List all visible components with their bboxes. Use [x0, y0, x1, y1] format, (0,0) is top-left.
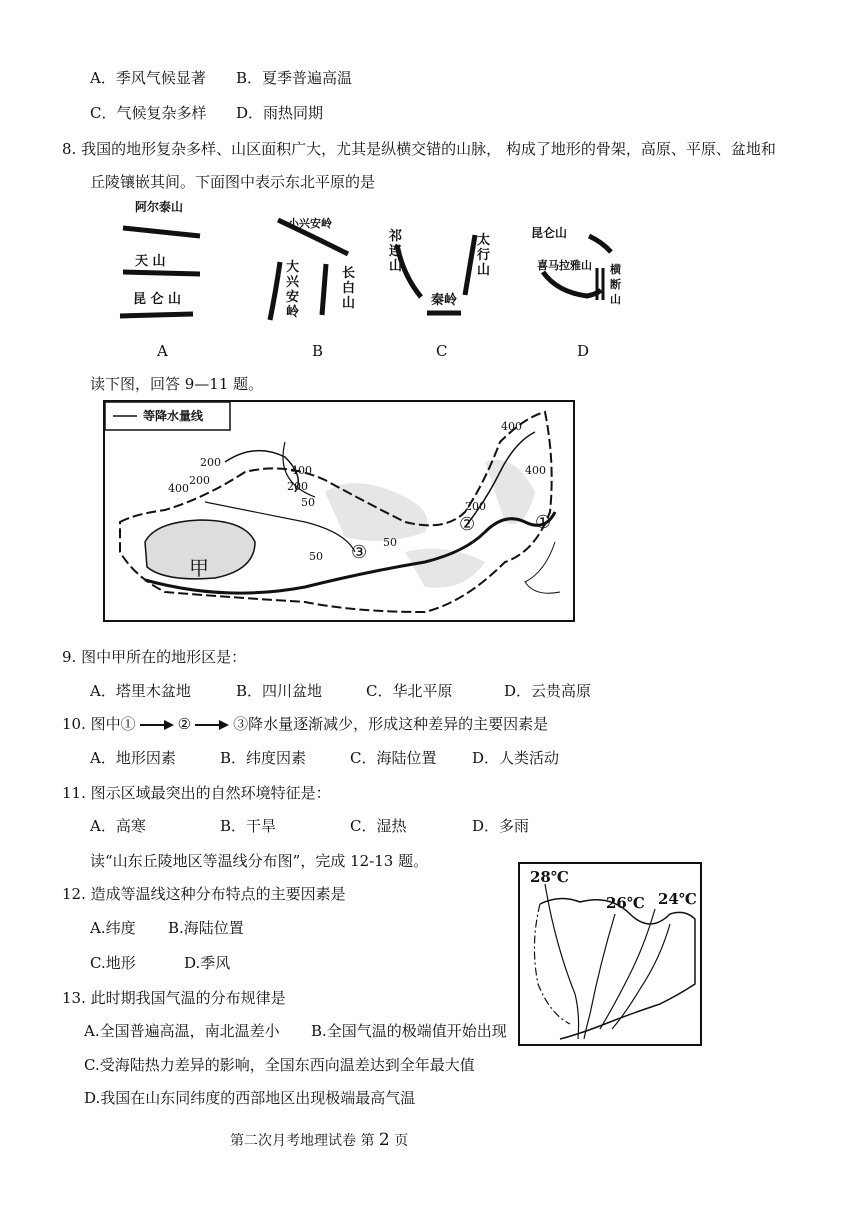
q12-option-a: A.纬度 [90, 919, 136, 937]
contour-label: 200 [287, 480, 308, 493]
q8-figure-d [527, 222, 637, 332]
q11-option-a: A．高寒 [90, 817, 146, 835]
isotherm-28-label: 28℃ [530, 868, 569, 886]
xiaoxinganling-label: 小兴安岭 [288, 217, 332, 230]
contour-label: 50 [383, 536, 397, 549]
map-legend-label: 等降水量线 [143, 409, 204, 423]
contour-label: 200 [189, 474, 210, 487]
q8-figure-d-label: D [577, 342, 590, 360]
q7-option-a: A．季风气候显著 [90, 69, 206, 87]
q12-stem: 12. 造成等温线这种分布特点的主要因素是 [62, 885, 346, 903]
marker-3: ③ [351, 542, 368, 563]
q9-stem: 9. 图中甲所在的地形区是： [62, 648, 247, 666]
himalaya-label: 喜马拉雅山 [537, 259, 592, 272]
arrow-icon [140, 719, 174, 731]
contour-label: 400 [168, 482, 189, 495]
q12-option-b: B.海陆位置 [168, 919, 244, 937]
footer-suffix: 页 [394, 1133, 409, 1149]
page-footer [230, 1130, 408, 1150]
marker-1: ① [535, 512, 552, 533]
contour-label: 200 [465, 500, 486, 513]
q13-stem: 13. 此时期我国气温的分布规律是 [62, 989, 286, 1007]
q11-option-d: D．多雨 [472, 817, 530, 835]
contour-label: 400 [291, 464, 312, 477]
q10-option-b: B．纬度因素 [220, 749, 307, 767]
contour-label: 50 [301, 496, 315, 509]
qilianshan-label: 祁连山 [389, 229, 403, 274]
contour-label: 200 [200, 456, 221, 469]
read-instruction-9-11: 读下图，回答 9—11 题。 [90, 375, 264, 393]
q8-figure-c-label: C [436, 342, 448, 360]
q9-option-a: A．塔里木盆地 [90, 682, 191, 700]
q10-option-a: A．地形因素 [90, 749, 176, 767]
q8-stem-line2: 丘陵镶嵌其间。下面图中表示东北平原的是 [90, 173, 376, 191]
q10-stem-mid: ② [177, 715, 192, 733]
q7-option-d: D．雨热同期 [236, 104, 324, 122]
q10-option-c: C．海陆位置 [350, 749, 437, 767]
q13-option-b: B.全国气温的极端值开始出现 [311, 1022, 507, 1040]
footer-text: 第二次月考地理试卷 第 [230, 1133, 375, 1149]
q10-option-d: D．人类活动 [472, 749, 560, 767]
q8-figure-c [385, 225, 495, 325]
q13-option-d: D.我国在山东同纬度的西部地区出现极端最高气温 [84, 1089, 416, 1107]
contour-label: 400 [525, 464, 546, 477]
q10-stem-suffix: ③降水量逐渐减少，形成这种差异的主要因素是 [233, 715, 549, 733]
marker-2: ② [459, 514, 476, 535]
q12-option-c: C.地形 [90, 954, 136, 972]
q11-option-b: B．干旱 [220, 817, 277, 835]
contour-label: 400 [501, 420, 522, 433]
q11-option-c: C．湿热 [350, 817, 407, 835]
basin-jia-label: 甲 [189, 556, 209, 580]
isotherm-24-label: 24℃ [658, 890, 697, 908]
precipitation-map [103, 400, 575, 622]
q8-figure-a-label: A [157, 342, 168, 360]
qinling-label: 秦岭 [431, 293, 458, 308]
q8-figure-b-label: B [312, 342, 324, 360]
taihangshan-label: 太行山 [477, 233, 491, 278]
q7-option-c: C．气候复杂多样 [90, 104, 207, 122]
isotherm-map [518, 862, 702, 1046]
q9-option-c: C．华北平原 [366, 682, 453, 700]
q13-option-c: C.受海陆热力差异的影响，全国东西向温差达到全年最大值 [84, 1056, 475, 1074]
q10-stem [62, 714, 548, 734]
q8-figure-b [260, 210, 360, 330]
isotherm-26-label: 26℃ [606, 894, 645, 912]
q8-figure-a [115, 198, 215, 328]
q10-stem-prefix: 10. 图中① [62, 715, 136, 733]
q11-stem: 11. 图示区域最突出的自然环境特征是： [62, 784, 331, 802]
q13-option-a: A.全国普遍高温，南北温差小 [84, 1022, 280, 1040]
tianshan-label: 天 山 [135, 254, 166, 269]
altai-mountain-label: 阿尔泰山 [135, 200, 184, 214]
kunlun-label-d: 昆仑山 [531, 226, 568, 240]
q7-option-b: B．夏季普遍高温 [236, 69, 353, 87]
q9-option-b: B．四川盆地 [236, 682, 323, 700]
daxinganling-label: 大兴安岭 [286, 260, 300, 320]
contour-label: 50 [309, 550, 323, 563]
changbaishan-label: 长白山 [342, 266, 356, 311]
read-instruction-12-13: 读“山东丘陵地区等温线分布图”，完成 12-13 题。 [90, 852, 429, 870]
hengduanshan-label: 横断山 [610, 263, 621, 306]
q8-stem-line1: 8. 我国的地形复杂多样、山区面积广大，尤其是纵横交错的山脉， 构成了地形的骨架，高原、平原、盆地和 [62, 140, 776, 158]
arrow-icon [195, 719, 229, 731]
kunlun-label-a: 昆 仑 山 [133, 292, 182, 307]
q12-option-d: D.季风 [184, 954, 231, 972]
q9-option-d: D．云贵高原 [504, 682, 592, 700]
precipitation-map-drawing [105, 402, 573, 620]
page-number: 2 [378, 1130, 390, 1150]
